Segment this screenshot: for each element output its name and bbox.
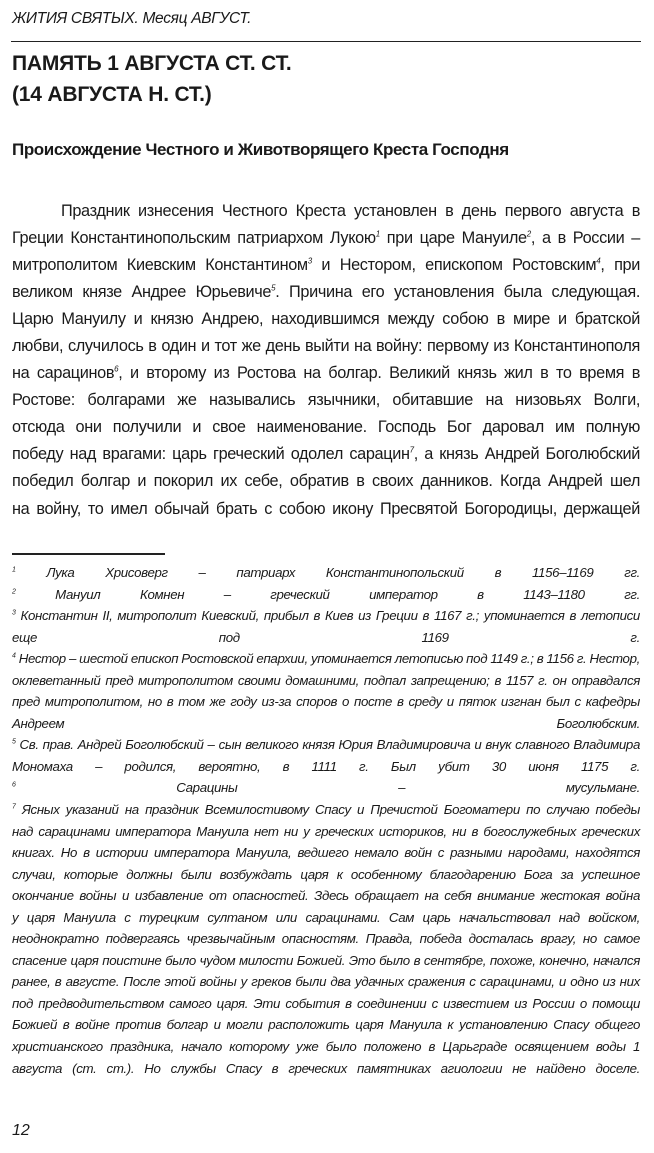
- footnote-4: $^4$ Нестор – шестой епископ Ростовской епархии, упоминается летописью под 1149 г.; в 1156 г. Нестор,: [12, 651, 640, 667]
- footnote-3-cont: еще под 1169 г.: [12, 629, 640, 645]
- footnotes: [12, 562, 640, 1079]
- footnote-7-cont: у царя Мануила с турецким султаном или сарацинами. Сам царь начальствовал над войском,: [12, 909, 640, 925]
- footnote-4-cont: Андреем Боголюбским.: [12, 715, 640, 731]
- footnote-2: $^2$ Мануил Комнен – греческий император в 1143–1180 гг.: [12, 586, 640, 602]
- footnote-7-cont: над сарацинами императора Мануила нет ни у греческих историков, ни в богослужебных греческих: [12, 823, 640, 839]
- footnote-ref: 4: [596, 256, 601, 266]
- body-line: великом князе Андрее Юрьевиче$^5$. Причина его установления была следующая.: [12, 283, 641, 302]
- body-line: Царю Мануилу и князю Андрею, находившимся между собою в мире и братской: [12, 310, 640, 329]
- page-title: [12, 48, 291, 110]
- footnote-7-cont: под предводительством самого царя. Эти события в соединении с известием из России о помощи: [12, 995, 640, 1011]
- footnote-5-cont: Мономаха – родился, вероятно, в 1111 г. Был убит 30 июня 1175 г.: [12, 758, 640, 774]
- header-divider: [11, 41, 641, 42]
- footnote-7: $^7$ Ясных указаний на праздник Всемилостивому Спасу и Пречистой Богоматери по случаю победы: [12, 802, 640, 818]
- body-line: любви, случилось в один и тот же день выйти на войну: первому из Константинополя: [12, 337, 640, 356]
- footnote-7-cont: Божией в войне против болгар и могли расположить царя Мануила к установлению Спасу общего: [12, 1017, 640, 1033]
- footnote-6: $^6$ Сарацины – мусульмане.: [12, 780, 640, 796]
- footnote-ref: 2: [526, 229, 531, 239]
- footnote-7-cont: спасение царя поистине было чудом милости Божией. Это было в сентябре, похоже, конечно, начался: [12, 952, 640, 968]
- body-line: отсюда они получили и свое наименование. Господь Бог даровал им полную: [12, 418, 640, 437]
- footnote-7-cont: книгах. Но в истории императора Мануила, ведшего немало войн с разными народами, находятся: [12, 845, 640, 861]
- footnote-7-cont: неоднократно подвергаясь чрезвычайным опасностям. Правда, победа досталась врагу, но самое: [12, 931, 640, 947]
- footnote-ref: 3: [307, 256, 312, 266]
- running-head: ЖИТИЯ СВЯТЫХ. Месяц АВГУСТ.: [12, 10, 252, 27]
- body-line: митрополитом Киевским Константином$^3$ и Нестором, епископом Ростовским$^4$, при: [12, 256, 641, 275]
- footnote-ref: 5: [271, 283, 276, 293]
- body-line: Греции Константинопольским патриархом Лукою$^1$ при царе Мануиле$^2$, а в России –: [12, 229, 640, 248]
- footnote-4-cont: пред митрополитом, но в том же году из-за споров о посте в среду и пяток изгнан был с кафедры: [12, 694, 640, 710]
- footnote-7-cont: случаи, которые должны были возбуждать царя к особенному благодарению Бога за успешное: [12, 866, 640, 882]
- title-line-2: (14 АВГУСТА Н. СТ.): [12, 83, 212, 106]
- footnote-ref: 7: [409, 446, 414, 455]
- body-line: победил болгар и покорил их себе, обратив в своих данников. Когда Андрей шел: [12, 472, 640, 491]
- footnote-7-cont: ранее, в августе. После этой войны у греков были два удачных сражения с сарацинами, и одно из них: [12, 974, 640, 990]
- footnote-3: $^3$ Константин II, митрополит Киевский, прибыл в Киев из Греции в 1167 г.; упоминается в летописи: [12, 608, 640, 624]
- footnote-divider: [12, 553, 165, 555]
- section-subtitle: Происхождение Честного и Животворящего Креста Господня: [12, 140, 509, 159]
- footnote-7-cont: христианского праздника, начало которому уже было положено в Царьграде освящением воды 1: [12, 1039, 640, 1055]
- body-text: [12, 198, 640, 523]
- footnote-7-cont: августа (ст. ст.). Но службы Спасу в греческих памятниках агиологии не найдено доселе.: [12, 1060, 640, 1076]
- footnote-ref: 6: [114, 364, 119, 374]
- footnote-ref: 1: [375, 229, 380, 239]
- body-line: Праздник изнесения Честного Креста установлен в день первого августа в: [61, 202, 640, 220]
- title-line-1: ПАМЯТЬ 1 АВГУСТА СТ. СТ.: [12, 52, 292, 75]
- body-line: на войну, то имел обычай брать с собою икону Пресвятой Богородицы, держащей: [12, 499, 640, 518]
- footnote-1: $^1$ Лука Хрисоверг – патриарх Константинопольский в 1156–1169 гг.: [12, 565, 640, 580]
- body-line: на сарацинов$^6$, и второму из Ростова на болгар. Великий князь жил в то время в: [12, 364, 640, 383]
- footnote-5: $^5$ Св. прав. Андрей Боголюбский – сын великого князя Юрия Владимировича и внук славного Владимира: [12, 737, 640, 753]
- footnote-4-cont: оклеветанный пред митрополитом своими домашними, подпал запрещению; в 1157 г. он оправдался: [12, 672, 640, 688]
- body-line: Ростове: болгарами же назывались язычники, обитавшие на низовьях Волги,: [12, 391, 640, 410]
- footnote-7-cont: окончание войны и избавление от опасностей. Здесь обращает на себя внимание жестокая война: [12, 888, 640, 904]
- page-number: 12: [12, 1122, 30, 1139]
- body-line: победу над врагами: царь греческий одолел сарацин$^7$, а князь Андрей Боголюбский: [12, 445, 640, 464]
